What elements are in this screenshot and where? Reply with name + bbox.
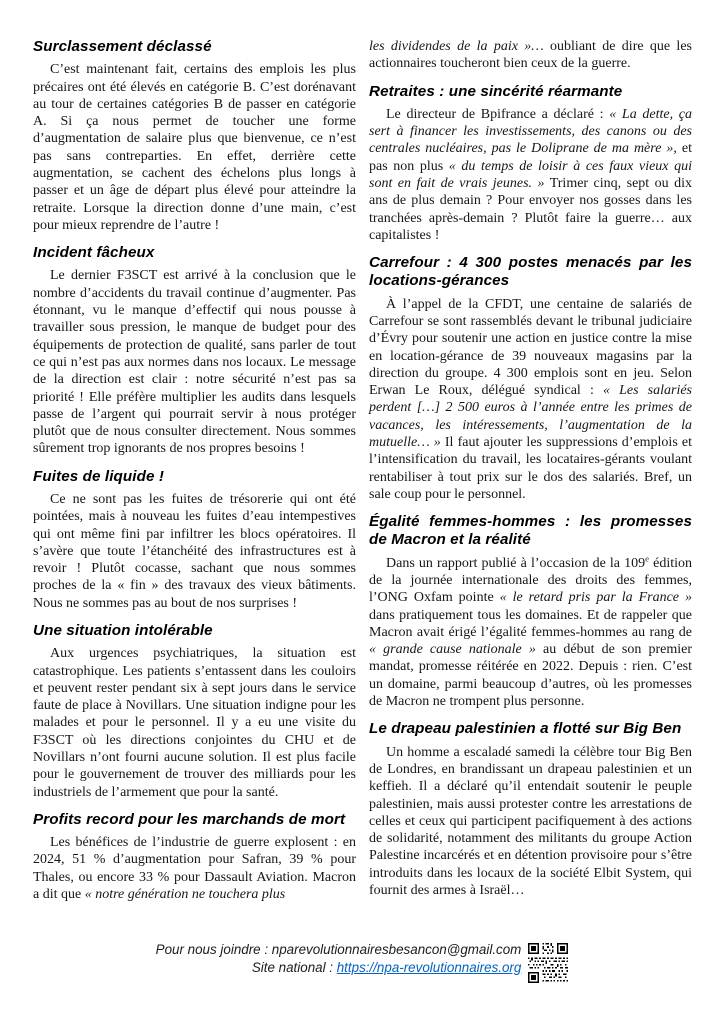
article-title: Une situation intolérable [33,622,213,640]
article-title: Retraites : une sincérité réarmante [369,82,623,100]
article-title: Profits record pour les marchands de mort [33,810,346,828]
article-title: Le drapeau palestinien a flotté sur Big Ben [369,720,682,738]
footer [0,941,724,983]
article-title: Incident fâcheux [33,244,155,262]
left-column [33,38,356,903]
article-drapeau-palestinien [369,720,692,899]
article-fuites-de-liquide [33,468,356,612]
qr-code-icon [528,943,568,983]
article-paragraph: Le directeur de Bpifrance a déclaré : « La dette, ça sert à financer les investissements, des canons ou des centrales nucléaires, pas le Doliprane de ma mère », et pas non plus « du temps de loisir à ces faux vieux qui sont en fait de vrais jeunes. » Trimer cinq, sept ou dix ans de plus demain ? Pour envoyer nos gosses dans les tranchées après-demain ? Plutôt faire la guerre… aux capitalistes ! [369,106,693,243]
article-paragraph: Le dernier F3SCT est arrivé à la conclusion que le nombre d’accidents du travail continue d’augmenter. Pas étonnant, vu le manque d’effectif qui nous pousse à travailler sous pression, le manque de budget pour des équipements de protection de qualité, sans parler de tout ce qui n’est pas aux normes dans nos locaux. Le message de la direction est clair : notre sécurité n’est pas sa priorité ! Elle préfère multiplier les audits dans lesquels passe de l’argent qui pourrait servir à nous protéger plutôt que de nous consulter directement. Nous sommes sûrement trop ignorants de nos propres besoins ! [33,268,356,457]
article-carrefour [369,254,692,503]
article-situation-intolerable [33,622,356,801]
article-paragraph: Un homme a escaladé samedi la célèbre tour Big Ben de Londres, en brandissant un drapeau palestinien et un keffieh. Il a déclaré qu’il entendait soutenir le peuple palestinien, mais aussi protester contre les arrestations de celles et ceux qui participent pacifiquement à des actions de solidarité, notamment des militants du groupe Action Palestine incarcérés et en détention provisoire pour s’être introduits dans les locaux de la société Elbit System, qui fournit des armes à Israël… [369,744,692,898]
site-link[interactable]: https://npa-revolutionnaires.org [336,959,522,975]
site-line [156,959,522,977]
article-title: Égalité femmes-hommes : les promesses de Macron et la réalité [369,513,692,549]
article-paragraph: Aux urgences psychiatriques, la situation est catastrophique. Les patients s’entassent dans les couloirs et peuvent rester pendant six à sept jours dans le service faute de place à Novillars. Une situation indigne pour les malades et pour le personnel. Il y a eu une visite du F3SCT où les directions conjointes du CHU et de Novillars n’ont fourni aucune solution. Il est plus facile pour le gouvernement de trouver des milliards pour les industriels de l’armement que pour la santé. [33,646,356,800]
article-paragraph: Dans un rapport publié à l’occasion de la 109e édition de la journée internationale des droits des femmes, l’ONG Oxfam pointe « le retard pris par la France » dans pratiquement tous les domaines. Et de rappeler que Macron avait érigé l’égalité femmes-hommes au rang de « grande cause nationale » au début de son premier mandat, promesse réitérée en 2022. Depuis : rien. C’est un domaine, parmi beaucoup d’autres, où les promesses de Macron ne trompent plus personne. [369,553,693,710]
article-profits-record [33,811,356,903]
article-title: Surclassement déclassé [33,38,212,55]
article-retraites [369,83,692,245]
footer-text [156,941,522,976]
article-profits-record-continuation [369,38,692,73]
article-surclassement-declasse [33,38,356,234]
two-column-content [33,38,691,903]
article-incident-facheux [33,244,356,458]
site-label: Site national : [251,959,337,975]
article-paragraph: Ce ne sont pas les fuites de trésorerie qui ont été pointées, mais à nouveau les fuites d’eau intempestives qui ont même fini par infiltrer les blocs opératoires. Il s’avère que toute l’étanchéité des infrastructures est à revoir ! Plutôt cocasse, sachant que nous sommes proches de la « fin » des travaux des vieux bâtiments. Nous ne sommes pas au bout de nos surprises ! [33,491,356,611]
article-title: Fuites de liquide ! [33,467,165,485]
article-paragraph: Les bénéfices de l’industrie de guerre explosent : en 2024, 51 % d’augmentation pour Safran, 39 % pour Thales, ou encore 33 % pour Dassault Aviation. Macron a dit que « notre génération ne touchera plus [33,835,356,903]
article-paragraph: C’est maintenant fait, certains des emplois les plus précaires ont été élevés en catégorie B. C’est dorénavant au tour de certaines catégories B de passer en catégorie A. Si ça nous permet de toucher une forme d’augmentation de salaire plus que bienvenue, ce n’est pas sans contreparties. En effet, derrière cette augmentation, se cachent des échelons plus longs à passer et un âge de départ plus élevé pour atteindre la retraite. Lorsque la direction donne d’une main, c’est pour mieux reprendre de l’autre ! [33,62,356,233]
contact-line [156,941,522,959]
article-title: Carrefour : 4 300 postes menacés par les locations-gérances [369,254,692,290]
contact-email: nparevolutionnairesbesancon@gmail.com [271,942,522,957]
right-column [369,38,692,903]
contact-label: Pour nous joindre : [155,942,272,957]
article-egalite-femmes-hommes [369,513,692,710]
article-paragraph: À l’appel de la CFDT, une centaine de salariés de Carrefour se sont rassemblés devant le tribunal judiciaire d’Évry pour soutenir une action en justice contre la mise en location-gérance de 39 nouveaux magasins par la direction du groupe. 4 300 emplois sont en jeu. Selon Erwan Le Roux, délégué syndical : « Les salariés perdent […] 2 500 euros à l’année entre les primes de vacances, les intéressements, l’augmentation de la mutuelle… » Il faut ajouter les suppressions d’emplois et l’intensification du travail, les locataires-gérants voulant rentabiliser à tout prix sur le dos des salariés. Bref, un sale coup pour le personnel. [369,296,693,502]
article-paragraph: les dividendes de la paix »… oubliant de dire que les actionnaires toucheront bien ceux de la guerre. [369,39,692,72]
